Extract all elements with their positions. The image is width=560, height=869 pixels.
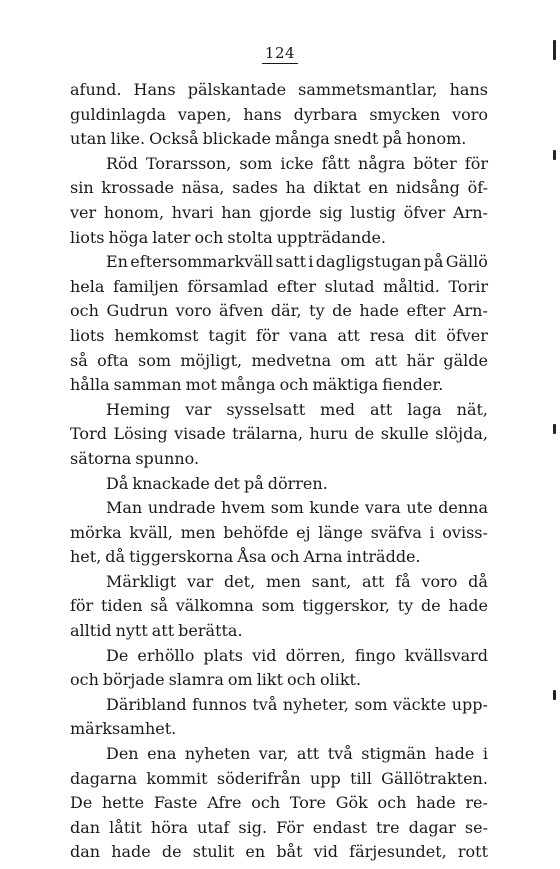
- word: att: [369, 399, 393, 419]
- word: där,: [270, 301, 302, 321]
- word: Arn-: [453, 202, 488, 222]
- word: upp-: [451, 694, 488, 714]
- word: nät,: [456, 399, 488, 419]
- word: tiggerskorna: [129, 547, 234, 567]
- word: om: [340, 350, 366, 370]
- word: de: [332, 301, 352, 321]
- word: sades: [232, 178, 278, 198]
- word: huru: [309, 424, 349, 444]
- word: stigmän: [361, 744, 427, 764]
- text-line: [70, 840, 488, 865]
- word: Gök: [335, 793, 368, 813]
- text-line: [70, 127, 488, 152]
- word: var,: [258, 744, 289, 764]
- word: En: [106, 252, 128, 272]
- word: liots: [70, 227, 105, 247]
- text-line: [70, 324, 488, 349]
- word: samman: [113, 375, 182, 395]
- text-line: [70, 496, 488, 521]
- word: undrade: [147, 498, 216, 518]
- word: efter: [406, 301, 446, 321]
- word: länge: [318, 522, 363, 542]
- word: dan: [70, 842, 101, 862]
- word: fiender.: [382, 375, 444, 395]
- word: märksamhet.: [70, 719, 177, 739]
- word: höra: [150, 817, 189, 837]
- word: att: [151, 621, 175, 641]
- word: och: [194, 227, 224, 247]
- word: voro: [175, 301, 212, 321]
- word: krossade: [101, 178, 175, 198]
- word: till: [350, 768, 372, 788]
- word: pälskantade: [187, 80, 287, 99]
- word: familjen: [113, 276, 179, 296]
- word: voro: [452, 104, 488, 124]
- word: och: [70, 301, 99, 321]
- word: att: [374, 350, 398, 370]
- word: Faste: [153, 793, 198, 813]
- word: i: [429, 522, 435, 542]
- word: resa: [369, 325, 405, 345]
- word: utaf: [197, 817, 230, 837]
- word: sväfva: [370, 522, 422, 542]
- word: likt: [256, 670, 284, 690]
- word: Gällö: [445, 252, 488, 272]
- word: då: [468, 571, 488, 591]
- word: tagit: [208, 325, 247, 345]
- word: många: [274, 129, 330, 149]
- word: för: [70, 596, 94, 616]
- word: började: [102, 670, 165, 690]
- word: dan: [70, 817, 101, 837]
- word: de: [354, 424, 375, 444]
- word: Hans: [133, 80, 176, 99]
- text-line: [70, 226, 488, 251]
- word: dit: [414, 325, 437, 345]
- word: vana: [289, 325, 328, 345]
- word: hans: [243, 104, 282, 124]
- word: laga: [407, 399, 442, 419]
- word: så: [150, 596, 169, 616]
- word: sant,: [311, 571, 352, 591]
- word: Lösing: [113, 424, 168, 444]
- word: för: [256, 325, 280, 345]
- text-line: [70, 275, 488, 300]
- text-line: [70, 693, 488, 718]
- word: var: [185, 399, 212, 419]
- word: måltid.: [383, 276, 440, 296]
- word: och: [270, 547, 300, 567]
- word: hade: [434, 744, 475, 764]
- word: nyheter,: [282, 694, 349, 714]
- word: kvällsvard: [404, 645, 488, 665]
- word: att: [337, 325, 360, 345]
- word: De: [106, 645, 129, 665]
- word: uppträdande.: [276, 227, 386, 247]
- word: sammetsmantlar,: [298, 80, 438, 99]
- word: blickade: [202, 129, 271, 149]
- word: spunno.: [135, 448, 200, 468]
- word: endast: [312, 817, 367, 837]
- word: re-: [465, 793, 488, 813]
- word: hade: [359, 301, 399, 321]
- word: som: [138, 350, 172, 370]
- word: tiden: [100, 596, 143, 616]
- word: i: [482, 744, 488, 764]
- word: nytt: [115, 621, 148, 641]
- word: liots: [70, 325, 105, 345]
- body-text: [70, 78, 488, 865]
- word: på: [243, 473, 264, 493]
- word: hela: [70, 276, 105, 296]
- text-line: [70, 398, 488, 423]
- text-line: [70, 545, 488, 570]
- word: en: [245, 842, 266, 862]
- edge-mark-upper: [553, 150, 556, 160]
- word: sätorna: [70, 448, 132, 468]
- word: mäktiga: [312, 375, 379, 395]
- word: vara: [364, 498, 401, 518]
- word: två: [327, 744, 353, 764]
- word: smycken: [369, 104, 441, 124]
- word: men: [265, 571, 301, 591]
- word: sysselsatt: [226, 399, 306, 419]
- word: dagar: [408, 817, 456, 837]
- word: dagarna: [70, 768, 138, 788]
- word: dörren.: [267, 473, 328, 493]
- word: behöfde: [223, 522, 289, 542]
- text-line: [70, 644, 488, 669]
- text-line: [70, 373, 488, 398]
- text-line: [70, 816, 488, 841]
- word: men: [180, 522, 216, 542]
- word: hemkomst: [114, 325, 199, 345]
- word: ty: [397, 596, 414, 616]
- word: honom.: [406, 129, 467, 149]
- word: slamra: [168, 670, 224, 690]
- word: tre: [375, 817, 400, 837]
- word: som: [270, 498, 304, 518]
- word: om: [227, 670, 253, 690]
- word: berätta.: [178, 621, 243, 641]
- word: hvari: [171, 202, 214, 222]
- word: Åsa: [237, 547, 267, 567]
- word: olikt.: [319, 670, 362, 690]
- word: Då: [106, 473, 129, 493]
- word: rott: [457, 842, 488, 862]
- word: mörka: [70, 522, 122, 542]
- word: hade: [448, 596, 488, 616]
- word: Man: [106, 498, 143, 518]
- word: de: [420, 596, 441, 616]
- word: söderifrån: [216, 768, 301, 788]
- word: för: [464, 153, 488, 173]
- word: de: [161, 842, 182, 862]
- word: Också: [149, 129, 199, 149]
- word: gjorde: [259, 202, 312, 222]
- word: dagligstugan: [315, 252, 422, 272]
- edge-mark-middle: [553, 424, 556, 434]
- word: då: [105, 547, 126, 567]
- word: alltid: [70, 621, 112, 641]
- word: medvetna: [251, 350, 332, 370]
- word: och: [287, 670, 316, 690]
- word: möjligt,: [180, 350, 243, 370]
- word: så: [70, 350, 88, 370]
- word: äfven: [219, 301, 264, 321]
- word: att: [296, 744, 320, 764]
- word: ty: [309, 301, 325, 321]
- text-line: [70, 447, 488, 472]
- word: denna: [438, 498, 488, 518]
- word: se-: [464, 817, 488, 837]
- word: och: [279, 375, 309, 395]
- text-line: [70, 668, 488, 693]
- word: plats: [203, 645, 244, 665]
- word: välkomna: [175, 596, 254, 616]
- word: Tord: [70, 424, 107, 444]
- word: stolta: [227, 227, 273, 247]
- word: vapen,: [177, 104, 232, 124]
- word: De: [70, 793, 93, 813]
- word: hvem: [221, 498, 266, 518]
- word: hade: [111, 842, 151, 862]
- word: utan: [70, 129, 107, 149]
- word: knackade: [132, 473, 210, 493]
- text-line: [70, 742, 488, 767]
- word: fingo: [354, 645, 396, 665]
- word: hålla: [70, 375, 110, 395]
- text-line: [70, 349, 488, 374]
- word: väckte: [393, 694, 447, 714]
- word: många: [220, 375, 276, 395]
- word: sig.: [238, 817, 268, 837]
- text-line: [70, 791, 488, 816]
- text-line: [70, 422, 488, 447]
- word: Heming: [106, 399, 171, 419]
- word: guldinlagda: [70, 104, 167, 124]
- word: Däribland: [106, 694, 187, 714]
- word: ute: [406, 498, 433, 518]
- word: Röd: [106, 153, 138, 173]
- word: trälarna,: [232, 424, 304, 444]
- word: ej: [296, 522, 311, 542]
- word: hette: [102, 793, 145, 813]
- word: het,: [70, 547, 102, 567]
- word: Torarsson,: [145, 153, 232, 173]
- word: oviss-: [442, 522, 488, 542]
- word: kunde: [309, 498, 360, 518]
- word: satt: [275, 252, 307, 272]
- word: dörren,: [285, 645, 346, 665]
- word: nidsång: [395, 178, 460, 198]
- word: öfver: [403, 202, 446, 222]
- word: dyrbara: [293, 104, 358, 124]
- word: sig: [319, 202, 343, 222]
- word: honom,: [103, 202, 165, 222]
- word: eftersommarkväll: [130, 252, 274, 272]
- word: Tore: [289, 793, 326, 813]
- word: Gudrun: [106, 301, 169, 321]
- word: efter: [277, 276, 316, 296]
- word: det: [213, 473, 240, 493]
- word: skulle: [380, 424, 429, 444]
- edge-mark-top: [553, 40, 556, 60]
- text-line: [70, 152, 488, 177]
- word: kväll,: [129, 522, 173, 542]
- word: näsa,: [181, 178, 225, 198]
- word: gälde: [443, 350, 488, 370]
- word: Gällötrakten.: [381, 768, 488, 788]
- word: vid: [313, 842, 339, 862]
- word: Torir: [448, 276, 488, 296]
- text-line: [70, 299, 488, 324]
- word: afund.: [70, 80, 122, 99]
- word: hans: [449, 80, 488, 99]
- word: diktat: [313, 178, 361, 198]
- word: Arn-: [452, 301, 488, 321]
- word: var: [186, 571, 214, 591]
- word: Märkligt: [106, 571, 177, 591]
- word: inträdde.: [346, 547, 421, 567]
- word: Afre: [207, 793, 242, 813]
- word: sin: [70, 178, 94, 198]
- word: ver: [70, 202, 97, 222]
- word: en: [368, 178, 389, 198]
- text-line: [70, 594, 488, 619]
- text-line: [70, 521, 488, 546]
- word: later: [152, 227, 191, 247]
- word: på: [423, 252, 444, 272]
- word: att: [362, 571, 385, 591]
- word: ha: [285, 178, 306, 198]
- word: här: [406, 350, 434, 370]
- word: like.: [110, 129, 146, 149]
- word: ofta: [97, 350, 129, 370]
- word: fått: [321, 153, 350, 173]
- word: erhöllo: [137, 645, 195, 665]
- word: För: [276, 817, 304, 837]
- word: stulit: [192, 842, 235, 862]
- word: böter: [413, 153, 457, 173]
- text-line: [70, 176, 488, 201]
- word: på: [382, 129, 403, 149]
- text-line: [70, 103, 488, 128]
- text-line: [70, 201, 488, 226]
- text-line: [70, 250, 488, 275]
- word: några: [358, 153, 406, 173]
- text-line: [70, 717, 488, 742]
- word: få: [395, 571, 411, 591]
- word: Arna: [303, 547, 343, 567]
- word: ena: [147, 744, 177, 764]
- text-line: [70, 570, 488, 595]
- edge-mark-lower: [553, 690, 556, 700]
- word: båt: [276, 842, 303, 862]
- page-number: [0, 44, 560, 64]
- word: vid: [252, 645, 277, 665]
- word: färjesundet,: [349, 842, 447, 862]
- word: låtit: [109, 817, 142, 837]
- word: mot: [185, 375, 217, 395]
- word: icke: [280, 153, 314, 173]
- word: slöjda,: [435, 424, 488, 444]
- word: visade: [174, 424, 226, 444]
- word: upp: [309, 768, 341, 788]
- word: höga: [108, 227, 149, 247]
- word: hade: [416, 793, 456, 813]
- word: han: [221, 202, 252, 222]
- word: församlad: [187, 276, 269, 296]
- word: voro: [421, 571, 458, 591]
- text-line: [70, 767, 488, 792]
- page-number-text: 124: [262, 44, 298, 64]
- word: funnos: [192, 694, 247, 714]
- word: som: [354, 694, 388, 714]
- word: i: [308, 252, 314, 272]
- word: snedt: [333, 129, 379, 149]
- text-line: [70, 472, 488, 497]
- word: öf-: [467, 178, 488, 198]
- word: slutad: [324, 276, 375, 296]
- text-line: [70, 619, 488, 644]
- word: Den: [106, 744, 139, 764]
- word: och: [251, 793, 281, 813]
- word: kommit: [146, 768, 208, 788]
- word: som: [261, 596, 295, 616]
- word: lustig: [350, 202, 396, 222]
- word: tiggerskor,: [302, 596, 390, 616]
- word: och: [377, 793, 407, 813]
- word: öfver: [446, 325, 488, 345]
- word: och: [70, 670, 99, 690]
- word: nyheten: [184, 744, 251, 764]
- word: med: [320, 399, 356, 419]
- word: det,: [223, 571, 256, 591]
- word: som: [239, 153, 273, 173]
- text-line: [70, 78, 488, 103]
- word: två: [252, 694, 278, 714]
